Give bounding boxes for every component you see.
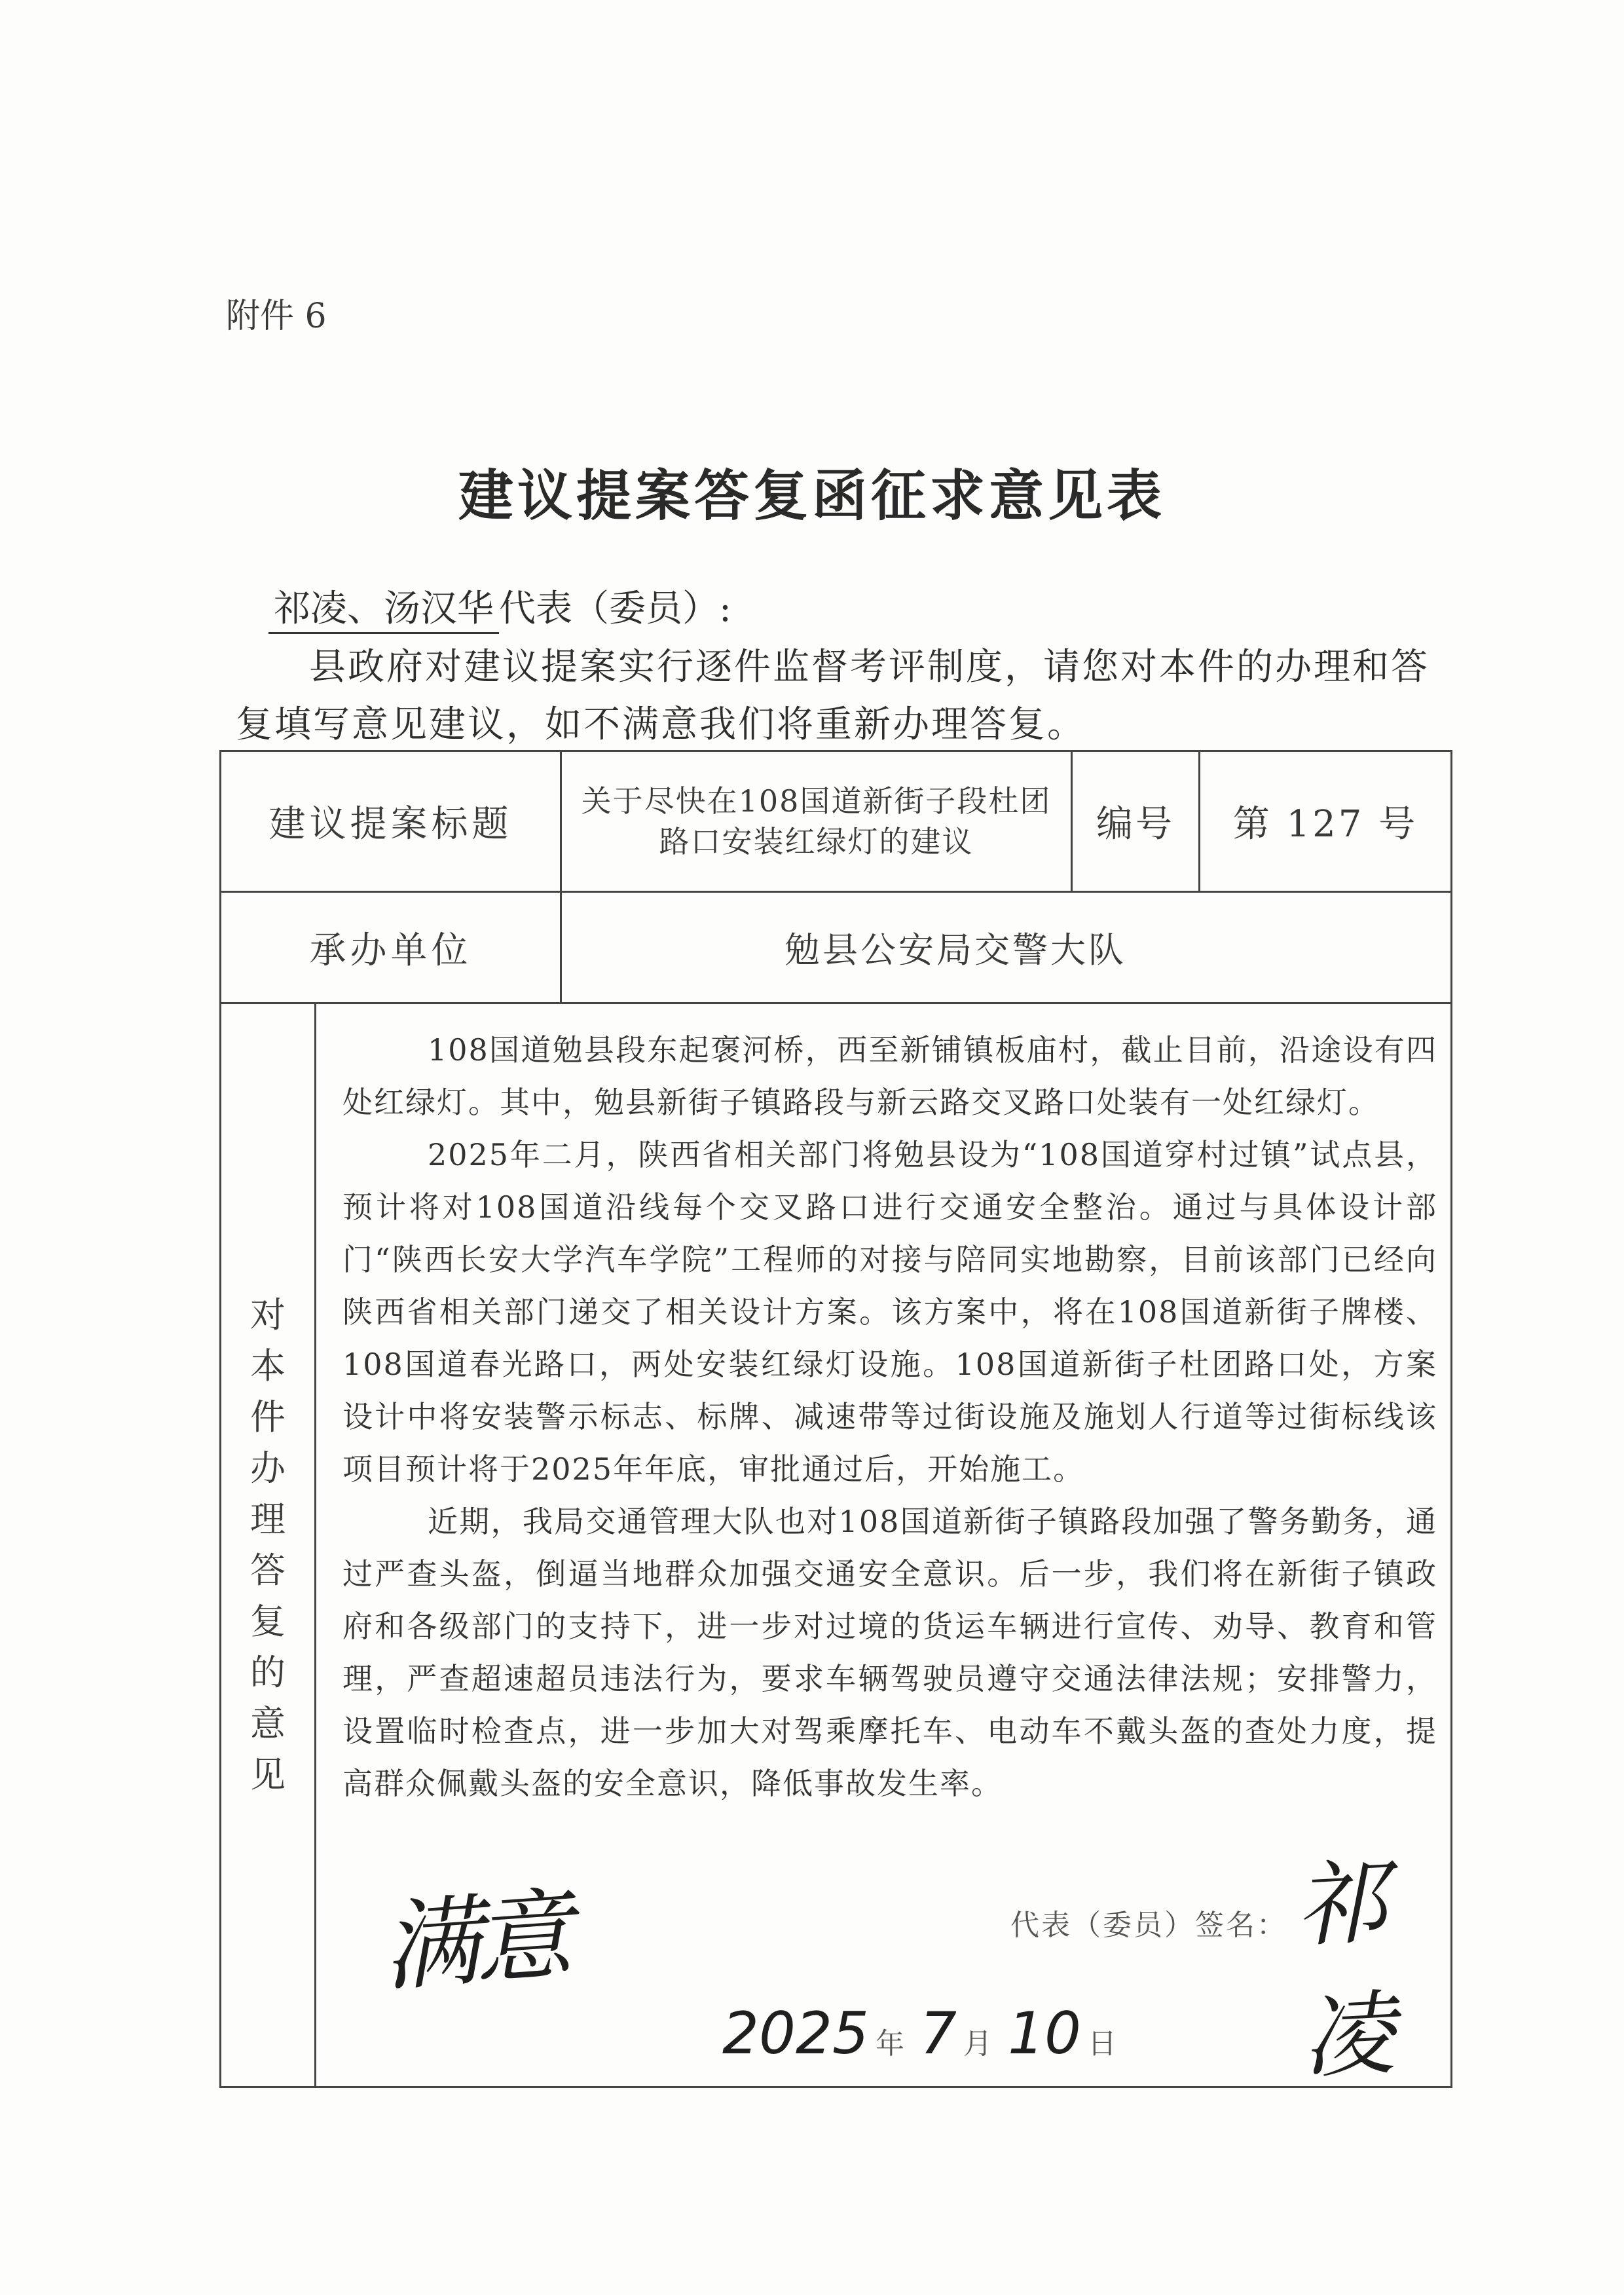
table-row: [221, 751, 1452, 892]
date-year: 2025: [722, 2000, 869, 2067]
number-value: 第 127 号: [1200, 751, 1452, 892]
addressee-suffix: 代表（委员）:: [499, 588, 731, 630]
proposal-title-label: 建议提案标题: [221, 751, 561, 892]
reply-paragraph: 近期，我局交通管理大队也对108国道新街子镇路段加强了警务勤务，通过严查头盔，倒逼当地群众加强交通安全意识。后一步，我们将在新街子镇政府和各级部门的支持下，进一步对过境的货运车辆进行宣传、劝导、教育和管理，严查超速超员违法行为，要求车辆驾驶员遵守交通法律法规；安排警力，设置临时检查点，进一步加大对驾乘摩托车、电动车不戴头盔的查处力度，提高群众佩戴头盔的安全意识，降低事故发生率。: [342, 1504, 1437, 1801]
date-line: [722, 2000, 1123, 2067]
opinion-label: 对本件办理答复的意见: [250, 1294, 286, 1795]
handwritten-opinion: 满意: [378, 1878, 570, 2006]
handling-unit-value: 勉县公安局交警大队: [561, 892, 1452, 1003]
handwritten-signature: 祁凌: [1293, 1849, 1393, 2092]
table-row: [221, 1003, 1452, 2087]
date-day-label: 日: [1087, 2027, 1116, 2061]
proposal-title-value: 关于尽快在108国道新街子段杜团路口安装红绿灯的建议: [561, 751, 1072, 892]
signature-label: 代表（委员）签名：: [1010, 1909, 1287, 1942]
addressee-line: [268, 580, 731, 634]
intro-paragraph: 县政府对建议提案实行逐件监督考评制度，请您对本件的办理和答复填写意见建议，如不满意我们将重新办理答复。: [236, 646, 1430, 746]
opinion-label-cell: [221, 1003, 316, 2087]
reply-paragraph: 108国道勉县段东起褒河桥，西至新铺镇板庙村，截止目前，沿途设有四处红绿灯。其中，勉县新街子镇路段与新云路交叉路口处装有一处红绿灯。: [342, 1032, 1437, 1120]
reply-text: [316, 1004, 1450, 1810]
date-month: 7: [919, 2000, 957, 2067]
reply-paragraph: 2025年二月，陕西省相关部门将勉县设为“108国道穿村过镇”试点县，预计将对108国道沿线每个交叉路口进行交通安全整治。通过与具体设计部门“陕西长安大学汽车学院”工程师的对接与陪同实地勘察，目前该部门已经向陕西省相关部门递交了相关设计方案。该方案中，将在108国道新街子牌楼、108国道春光路口，两处安装红绿灯设施。108国道新街子杜团路口处，方案设计中将安装警示标志、标牌、减速带等过街设施及施划人行道等过街标线该项目预计将于2025年年底，审批通过后，开始施工。: [342, 1137, 1437, 1487]
form-title: 建议提案答复函征求意见表: [458, 463, 1166, 528]
date-year-label: 年: [875, 2027, 904, 2061]
addressee-names: 祁凌、汤汉华: [268, 580, 499, 634]
date-month-label: 月: [963, 2027, 992, 2061]
date-day: 10: [1007, 2000, 1081, 2067]
signature-area: [316, 1810, 1450, 2092]
table-row: [221, 892, 1452, 1003]
handling-unit-label: 承办单位: [221, 892, 561, 1003]
number-label: 编号: [1072, 751, 1200, 892]
opinion-content-cell: [316, 1003, 1452, 2092]
attachment-label: 附件 6: [226, 297, 327, 336]
opinion-form-table: [219, 750, 1452, 2092]
